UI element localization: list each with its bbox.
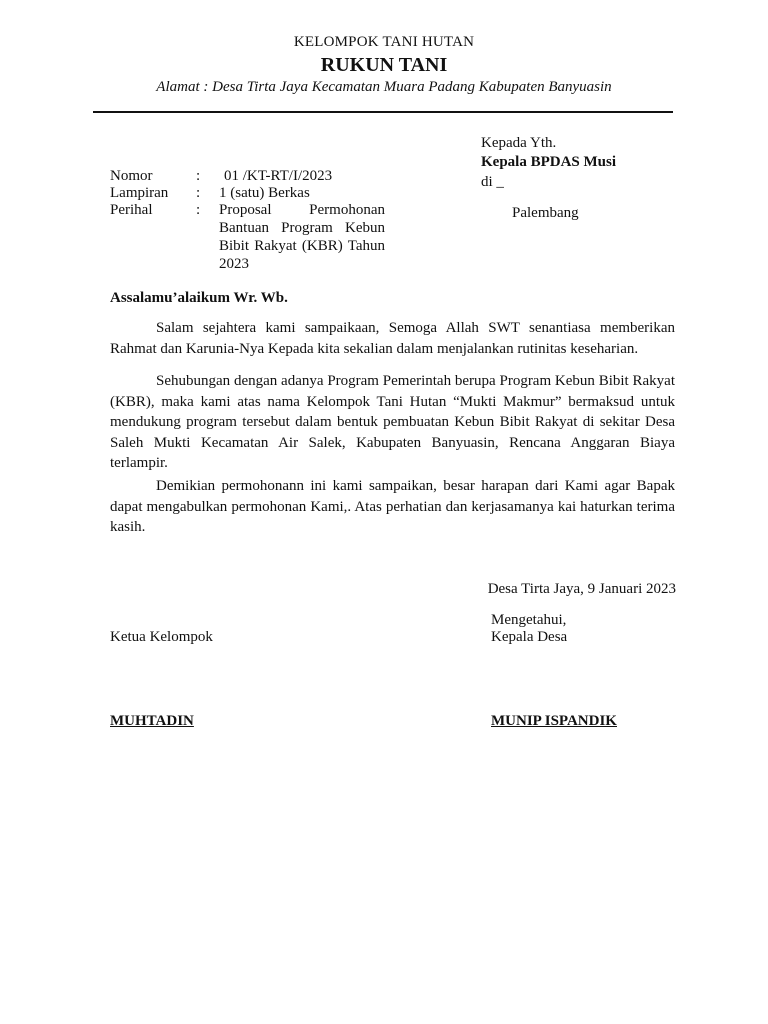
- recipient-label: Kepada Yth.: [481, 135, 557, 151]
- recipient-city: Palembang: [512, 205, 579, 221]
- perihal-colon: :: [196, 202, 201, 218]
- place-date: Desa Tirta Jaya, 9 Januari 2023: [487, 581, 676, 597]
- letterhead-divider: [93, 111, 673, 113]
- salutation: Assalamu’alaikum Wr. Wb.: [110, 290, 288, 306]
- nomor-value: 01 /KT-RT/I/2023: [224, 168, 333, 184]
- nomor-colon: :: [196, 168, 201, 184]
- village-head-signatory-name: MUNIP ISPANDIK: [491, 713, 617, 729]
- group-chair-title: Ketua Kelompok: [110, 629, 213, 645]
- lampiran-label: Lampiran: [110, 185, 169, 201]
- lampiran-value: 1 (satu) Berkas: [219, 185, 310, 201]
- perihal-label: Perihal: [110, 202, 153, 218]
- recipient-name: Kepala BPDAS Musi: [481, 154, 617, 170]
- body-paragraph-2: Sehubungan dengan adanya Program Pemerintah berupa Program Kebun Bibit Rakyat (KBR), maka kami atas nama Kelompok Tani Hutan “Mukti Makmur” bermaksud untuk mendukung program tersebut dalam bentuk pembuatan Kebun Bibit Rakyat di sekitar Desa Saleh Mukti Kecamatan Air Salek, Kabupaten Banyuasin, Rencana Anggaran Biaya terlampir.: [110, 373, 675, 471]
- chair-signatory-name: MUHTADIN: [110, 713, 194, 729]
- letterhead-address: Alamat : Desa Tirta Jaya Kecamatan Muara Padang Kabupaten Banyuasin: [156, 79, 612, 95]
- lampiran-colon: :: [196, 185, 201, 201]
- nomor-label: Nomor: [110, 168, 153, 184]
- perihal-value: Proposal Permohonan Bantuan Program Kebun Bibit Rakyat (KBR) Tahun 2023: [219, 202, 385, 272]
- body-paragraph-3: Demikian permohonann ini kami sampaikan, besar harapan dari Kami agar Bapak dapat mengabulkan permohonan Kami,. Atas perhatian dan kerjasamanya kai haturkan terima kasih.: [110, 478, 675, 535]
- village-head-title: Kepala Desa: [491, 629, 568, 645]
- knowing-label: Mengetahui,: [491, 612, 567, 628]
- body-paragraph-1: Salam sejahtera kami sampaikaan, Semoga Allah SWT senantiasa memberikan Rahmat dan Karunia-Nya Kepada kita sekalian dalam menjalankan rutinitas keseharian.: [110, 320, 675, 357]
- organization-title: KELOMPOK TANI HUTAN: [293, 34, 475, 50]
- group-name-title: RUKUN TANI: [320, 54, 448, 76]
- recipient-location-prefix: di _: [481, 174, 504, 190]
